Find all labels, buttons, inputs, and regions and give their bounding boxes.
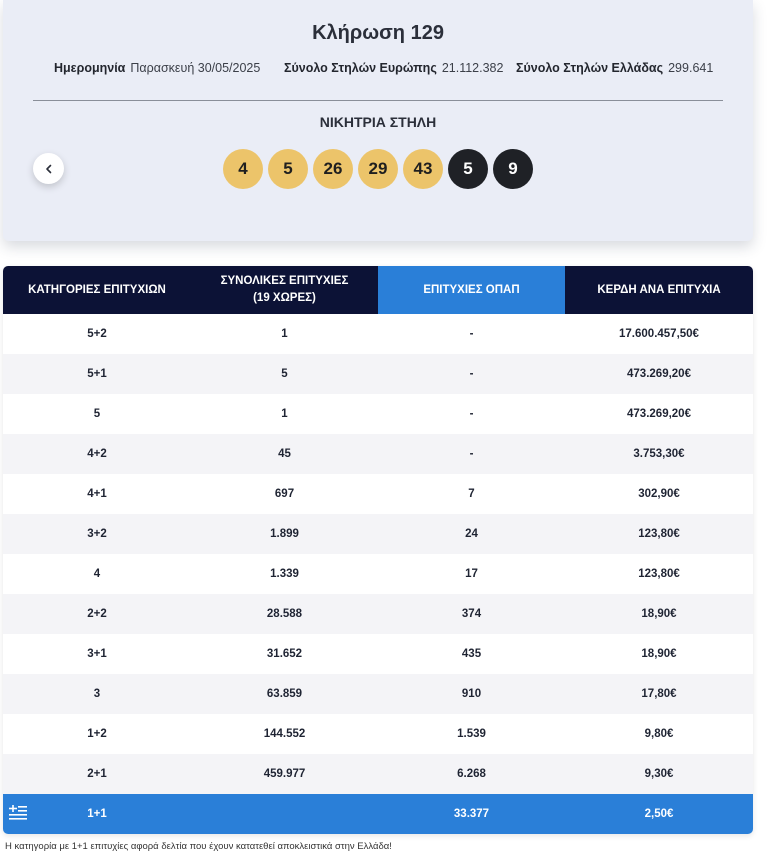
cell-opap: 1.539	[457, 728, 486, 740]
header-prize: ΚΕΡΔΗ ΑΝΑ ΕΠΙΤΥΧΙΑ	[597, 283, 721, 296]
cell-category: 5+1	[87, 368, 107, 380]
greece-total	[516, 61, 713, 75]
number-ball: 5	[268, 149, 308, 189]
number-ball: 26	[313, 149, 353, 189]
cell-category: 4+1	[87, 488, 107, 500]
header-category: ΚΑΤΗΓΟΡΙΕΣ ΕΠΙΤΥΧΙΩΝ	[28, 283, 166, 296]
cell-category: 5	[93, 408, 101, 420]
europe-total-label: Σύνολο Στηλών Ευρώπης	[284, 61, 437, 75]
cell-category: 3+2	[87, 528, 107, 540]
table-row	[3, 754, 753, 794]
header-opap: ΕΠΙΤΥΧΙΕΣ ΟΠΑΠ	[378, 266, 565, 314]
greek-flag-icon	[9, 805, 27, 821]
header-total-line1: ΣΥΝΟΛΙΚΕΣ ΕΠΙΤΥΧΙΕΣ	[220, 275, 349, 287]
cell-total: 28.588	[266, 608, 303, 620]
star-ball: 5	[448, 149, 488, 189]
draw-title: Κλήρωση 129	[312, 22, 444, 44]
table-row	[3, 394, 753, 434]
cell-category: 4+2	[87, 448, 107, 460]
draw-date-value: Παρασκευή 30/05/2025	[130, 61, 261, 75]
cell-category: 5+2	[87, 328, 107, 340]
greece-total-label: Σύνολο Στηλών Ελλάδας	[516, 61, 664, 75]
cell-opap: 6.268	[457, 768, 486, 780]
cell-category: 1+1	[87, 808, 107, 820]
table-row	[3, 514, 753, 554]
table-header	[3, 266, 753, 314]
cell-prize: 9,30€	[644, 768, 674, 780]
cell-category: 4	[93, 568, 101, 580]
cell-total: 459.977	[263, 768, 306, 780]
table-row	[3, 554, 753, 594]
star-ball: 9	[493, 149, 533, 189]
draw-card	[3, 0, 753, 241]
table-row	[3, 474, 753, 514]
cell-opap: -	[469, 448, 474, 460]
number-ball: 4	[223, 149, 263, 189]
cell-opap: 17	[465, 568, 478, 580]
chevron-left-icon	[44, 164, 54, 174]
cell-prize: 2,50€	[644, 808, 674, 820]
cell-opap: 374	[461, 608, 482, 620]
table-row	[3, 434, 753, 474]
cell-prize: 18,90€	[641, 608, 677, 620]
cell-prize: 473.269,20€	[627, 408, 691, 420]
cell-category: 3+1	[87, 648, 107, 660]
draw-meta	[3, 61, 753, 77]
draw-date-label: Ημερομηνία	[54, 61, 126, 75]
europe-total-value: 21.112.382	[441, 61, 504, 75]
divider	[33, 100, 723, 101]
prize-table	[3, 266, 753, 834]
cell-total: 144.552	[263, 728, 306, 740]
cell-total: 1	[281, 408, 288, 420]
cell-opap: 33.377	[453, 808, 490, 820]
table-row	[3, 674, 753, 714]
cell-total: 31.652	[266, 648, 303, 660]
cell-opap: 7	[468, 488, 475, 500]
table-row	[3, 354, 753, 394]
cell-prize: 3.753,30€	[633, 448, 685, 460]
greece-total-value: 299.641	[668, 61, 714, 75]
previous-draw-button[interactable]	[33, 153, 64, 184]
cell-prize: 302,90€	[638, 488, 680, 500]
greek-row	[3, 794, 753, 834]
header-total	[191, 266, 378, 314]
cell-total: 1	[281, 328, 288, 340]
cell-opap: 910	[461, 688, 482, 700]
cell-category: 2+2	[87, 608, 107, 620]
cell-opap: 435	[461, 648, 482, 660]
header-total-line2: (19 ΧΩΡΕΣ)	[253, 292, 316, 304]
cell-total	[191, 794, 378, 834]
cell-category: 3	[93, 688, 101, 700]
number-ball: 29	[358, 149, 398, 189]
cell-prize: 9,80€	[644, 728, 674, 740]
table-row	[3, 634, 753, 674]
cell-total: 1.339	[270, 568, 299, 580]
cell-total: 5	[281, 368, 288, 380]
cell-opap: 24	[465, 528, 478, 540]
footnote: Η κατηγορία με 1+1 επιτυχίες αφορά δελτία που έχουν κατατεθεί αποκλειστικά στην Ελλάδα!	[5, 841, 392, 852]
number-ball: 43	[403, 149, 443, 189]
table-row	[3, 314, 753, 354]
cell-prize: 473.269,20€	[627, 368, 691, 380]
cell-category: 2+1	[87, 768, 107, 780]
cell-total: 697	[274, 488, 295, 500]
draw-date	[54, 61, 260, 75]
cell-prize: 123,80€	[638, 568, 680, 580]
cell-opap: -	[469, 408, 474, 420]
winning-column-label: ΝΙΚΗΤΡΙΑ ΣΤΗΛΗ	[319, 114, 437, 130]
cell-category: 1+2	[87, 728, 107, 740]
europe-total	[284, 61, 503, 75]
cell-total: 45	[278, 448, 291, 460]
table-row	[3, 714, 753, 754]
table-body	[3, 314, 753, 794]
cell-total: 1.899	[270, 528, 299, 540]
table-row	[3, 594, 753, 634]
cell-prize: 123,80€	[638, 528, 680, 540]
winning-numbers	[223, 149, 533, 189]
cell-opap: -	[469, 368, 474, 380]
cell-prize: 17,80€	[641, 688, 677, 700]
cell-prize: 17.600.457,50€	[619, 328, 699, 340]
cell-total: 63.859	[266, 688, 303, 700]
cell-prize: 18,90€	[641, 648, 677, 660]
cell-opap: -	[469, 328, 474, 340]
